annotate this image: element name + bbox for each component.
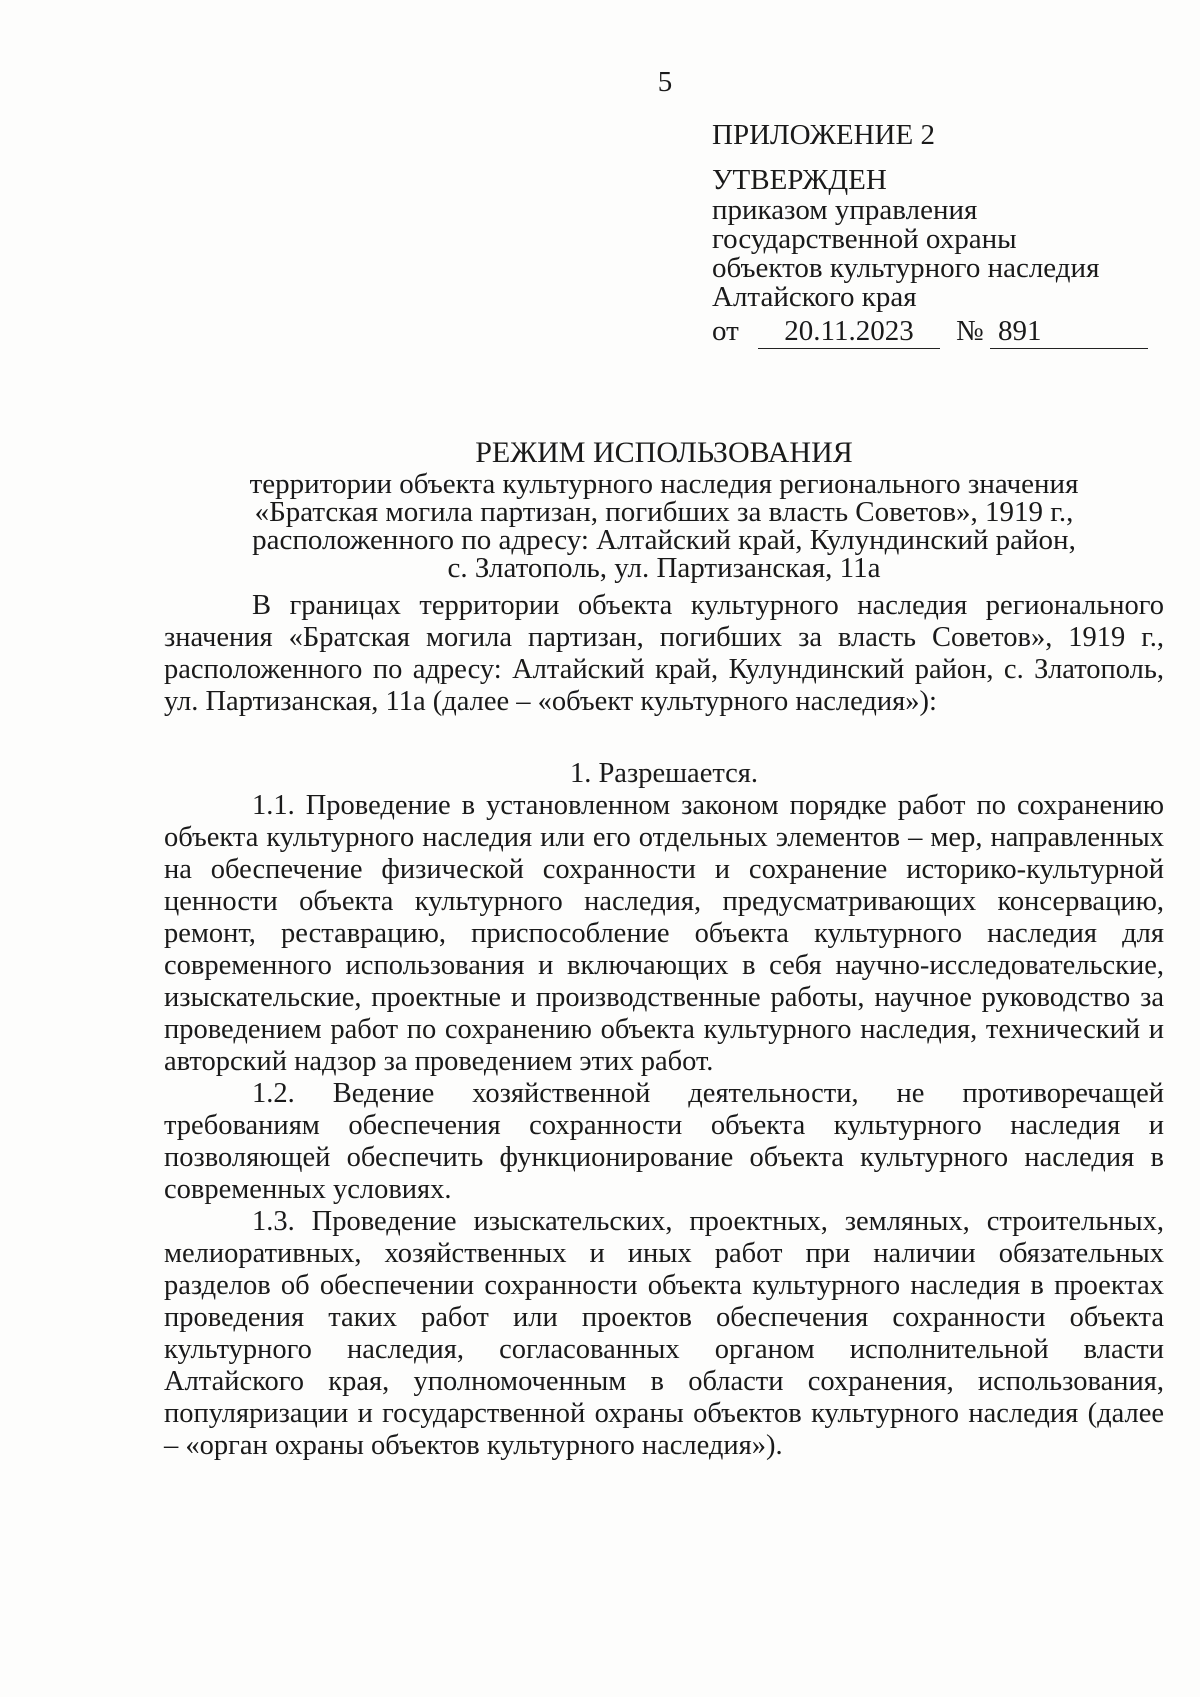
section-title: 1. Разрешается.: [569, 758, 759, 789]
document-title: РЕЖИМ ИСПОЛЬЗОВАНИЯ: [475, 436, 853, 469]
approval-block: [712, 118, 1152, 354]
approval-line: приказом управления: [712, 194, 978, 226]
subtitle-line: с. Златополь, ул. Партизанская, 11а: [447, 552, 881, 584]
subtitle-line: расположенного по адресу: Алтайский край, Кулундинский район,: [252, 524, 1076, 556]
approval-line: объектов культурного наследия: [712, 252, 1100, 284]
subtitle-line: территории объекта культурного наследия регионального значения: [249, 468, 1079, 500]
approval-line: Алтайского края: [712, 281, 917, 313]
intro-paragraph: В границах территории объекта культурного наследия регионального значения «Братская могила партизан, погибших за власть Советов», 1919 г., расположенного по адресу: Алтайский край, Кулундинский район, с. Златополь, ул. Партизанская, 11а (далее – «объект культурного наследия»):: [164, 590, 1164, 717]
approval-line: государственной охраны: [712, 223, 1017, 255]
approved-label: УТВЕРЖДЕН: [712, 164, 887, 196]
paragraph-1-1: 1.1. Проведение в установленном законом порядке работ по сохранению объекта культурного наследия или его отдельных элементов – мер, направленных на обеспечение физической сохранности и сохранение историко-культурной ценности объекта культурного наследия, предусматривающих консервацию, ремонт, реставрацию, приспособление объекта культурного наследия для современного использования и включающих в себя научно-исследовательские, изыскательские, проектные и производственные работы, научное руководство за проведением работ по сохранению объекта культурного наследия, технический и авторский надзор за проведением этих работ.: [164, 790, 1164, 1077]
paragraph-1-3: 1.3. Проведение изыскательских, проектных, земляных, строительных, мелиоративных, хозяйственных и иных работ при наличии обязательных разделов об обеспечении сохранности объекта культурного наследия в проектах проведения таких работ или проектов обеспечения сохранности объекта культурного наследия, согласованных органом исполнительной власти Алтайского края, уполномоченным в области сохранения, использования, популяризации и государственной охраны объектов культурного наследия (далее – «орган охраны объектов культурного наследия»).: [164, 1206, 1164, 1461]
page-number: 5: [657, 66, 673, 98]
order-date-row: [712, 314, 1152, 354]
subtitle-line: «Братская могила партизан, погибших за власть Советов», 1919 г.,: [254, 496, 1074, 528]
document-heading: [160, 436, 1168, 582]
appendix-label: ПРИЛОЖЕНИЕ 2: [712, 119, 935, 151]
document-body: [164, 590, 1164, 1462]
number-sign: №: [956, 315, 984, 347]
date-prefix: от: [712, 315, 739, 347]
order-date: 20.11.2023: [758, 314, 940, 349]
order-number: 891: [990, 314, 1148, 349]
paragraph-1-2: 1.2. Ведение хозяйственной деятельности, не противоречащей требованиям обеспечения сохранности объекта культурного наследия и позволяющей обеспечить функционирование объекта культурного наследия в современных условиях.: [164, 1078, 1164, 1205]
